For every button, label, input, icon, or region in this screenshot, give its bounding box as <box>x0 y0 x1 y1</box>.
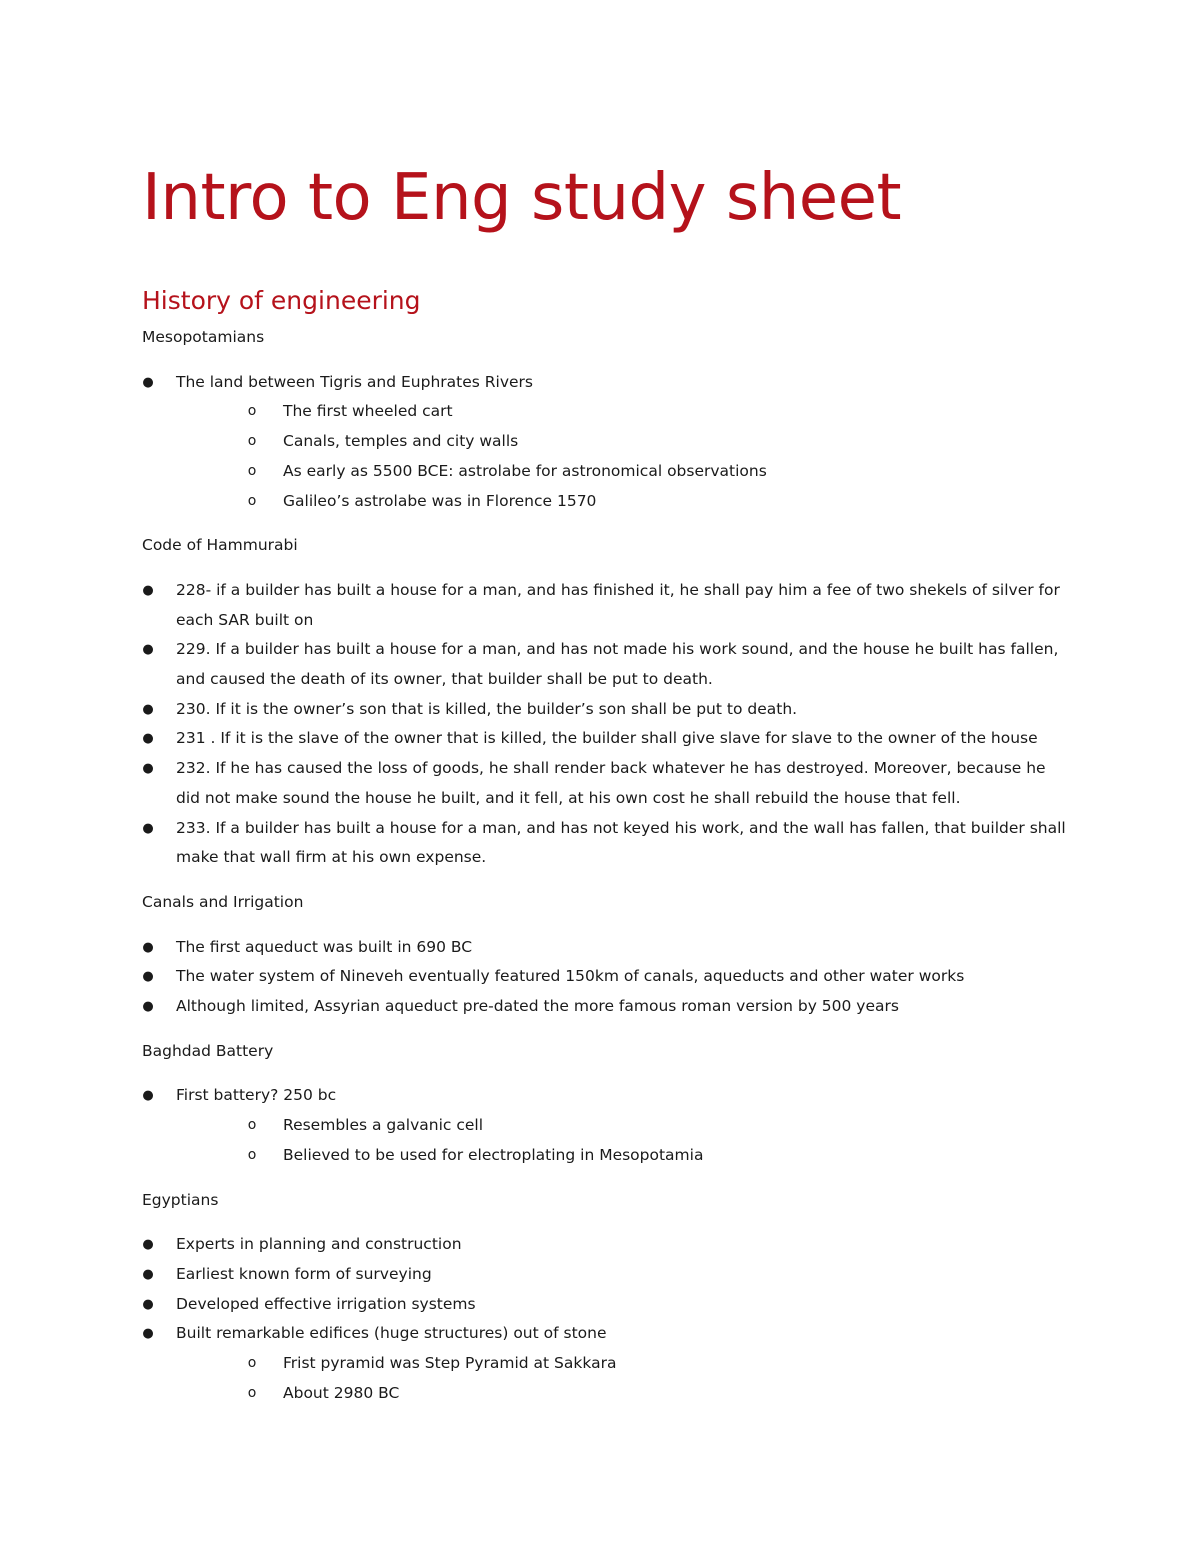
bullet-list <box>142 1081 1072 1170</box>
list-item-text: The land between Tigris and Euphrates Rivers <box>176 372 534 391</box>
subsection-label: Mesopotamians <box>142 328 265 346</box>
sub-bullet-icon: o <box>247 1384 257 1401</box>
sub-list-item-text: Canals, temples and city walls <box>283 432 519 451</box>
list-item <box>142 1081 1072 1111</box>
sub-list-item <box>142 1111 1072 1141</box>
subsection-label: Egyptians <box>142 1190 219 1209</box>
list-item <box>142 933 1072 963</box>
bullet-icon: ● <box>142 374 154 390</box>
list-item-text: 228- if a builder has built a house for a man, and has finished it, he shall pay him a fee of two shekels of silver for each SAR built on <box>176 580 1060 629</box>
bullet-icon: ● <box>142 939 154 955</box>
list-item-text: 230. If it is the owner’s son that is killed, the builder’s son shall be put to death. <box>176 699 798 718</box>
sub-bullet-list <box>142 1349 1072 1408</box>
bullet-icon: ● <box>142 701 154 717</box>
bullet-list <box>142 576 1072 873</box>
sub-list-item <box>142 1349 1072 1379</box>
list-item <box>142 1290 1072 1320</box>
list-item <box>142 635 1072 694</box>
sub-list-item-text: Galileo’s astrolabe was in Florence 1570 <box>283 491 597 510</box>
list-item <box>142 814 1072 873</box>
list-item-text: Built remarkable edifices (huge structures) out of stone <box>176 1324 607 1343</box>
sub-list-item-text: Frist pyramid was Step Pyramid at Sakkara <box>283 1354 617 1373</box>
sub-bullet-icon: o <box>247 462 257 479</box>
sub-bullet-icon: o <box>247 1355 257 1372</box>
list-item-text: The first aqueduct was built in 690 BC <box>176 937 473 956</box>
sub-bullet-icon: o <box>247 1117 257 1134</box>
bullet-list <box>142 368 1072 517</box>
bullet-icon: ● <box>142 1237 154 1253</box>
list-item <box>142 992 1072 1022</box>
bullet-icon: ● <box>142 820 154 836</box>
list-item-text: 233. If a builder has built a house for a man, and has not keyed his work, and the wall has fallen, that builder shall make that wall firm at his own expense. <box>176 818 1066 867</box>
list-item-text: 229. If a builder has built a house for a man, and has not made his work sound, and the house he built has fallen, and caused the death of its owner, that builder shall be put to death. <box>176 640 1059 689</box>
bullet-icon: ● <box>142 969 154 985</box>
sub-list-item <box>142 397 1072 427</box>
list-item <box>142 576 1072 635</box>
sub-list-container <box>142 1111 1072 1170</box>
list-item <box>142 754 1072 813</box>
sub-bullet-list <box>142 397 1072 516</box>
bullet-icon: ● <box>142 1088 154 1104</box>
bullet-icon: ● <box>142 642 154 658</box>
list-item-text: Experts in planning and construction <box>176 1235 462 1254</box>
sub-list-item-text: The first wheeled cart <box>283 402 453 421</box>
sub-bullet-icon: o <box>247 1146 257 1163</box>
bullet-icon: ● <box>142 999 154 1015</box>
sub-bullet-list <box>142 1111 1072 1170</box>
subsection-label: Baghdad Battery <box>142 1041 274 1060</box>
list-item <box>142 962 1072 992</box>
bullet-icon: ● <box>142 761 154 777</box>
bullet-icon: ● <box>142 1296 154 1312</box>
sub-list-item-text: About 2980 BC <box>283 1383 400 1402</box>
subsection-label: Code of Hammurabi <box>142 536 298 555</box>
section-heading: History of engineering <box>142 286 421 315</box>
list-item-text: 231 . If it is the slave of the owner that is killed, the builder shall give slave for slave to the owner of the house <box>176 729 1038 748</box>
list-item-text: Although limited, Assyrian aqueduct pre-dated the more famous roman version by 500 years <box>176 997 899 1016</box>
bullet-list <box>142 933 1072 1022</box>
list-item <box>142 1260 1072 1290</box>
sub-list-item <box>142 487 1072 517</box>
list-item-text: The water system of Nineveh eventually featured 150km of canals, aqueducts and other water works <box>176 967 965 986</box>
subsection-label: Canals and Irrigation <box>142 892 304 911</box>
bullet-icon: ● <box>142 1326 154 1342</box>
sub-list-item <box>142 1379 1072 1409</box>
sub-bullet-icon: o <box>247 403 257 420</box>
list-item-text: Developed effective irrigation systems <box>176 1294 476 1313</box>
bullet-icon: ● <box>142 582 154 598</box>
sub-bullet-icon: o <box>247 433 257 450</box>
sub-list-item-text: As early as 5500 BCE: astrolabe for astronomical observations <box>283 461 767 480</box>
sub-bullet-icon: o <box>247 492 257 509</box>
sub-list-item-text: Resembles a galvanic cell <box>283 1116 483 1135</box>
sub-list-item <box>142 1141 1072 1171</box>
bullet-list <box>142 1230 1072 1408</box>
sub-list-item <box>142 427 1072 457</box>
list-item-text: First battery? 250 bc <box>176 1086 337 1105</box>
document-title: Intro to Eng study sheet <box>142 161 902 235</box>
sub-list-item-text: Believed to be used for electroplating in Mesopotamia <box>283 1145 704 1164</box>
list-item-text: Earliest known form of surveying <box>176 1264 432 1283</box>
list-item <box>142 724 1072 754</box>
bullet-icon: ● <box>142 1266 154 1282</box>
sub-list-container <box>142 397 1072 516</box>
list-item-text: 232. If he has caused the loss of goods, he shall render back whatever he has destroyed. Moreover, because he did not make sound the house he built, and it fell, at his own cost he shall rebuild the house that fell. <box>176 759 1046 807</box>
bullet-icon: ● <box>142 731 154 747</box>
list-item <box>142 695 1072 725</box>
document-body <box>142 323 1072 1424</box>
sub-list-container <box>142 1349 1072 1408</box>
list-item <box>142 1230 1072 1260</box>
sub-list-item <box>142 457 1072 487</box>
list-item <box>142 368 1072 398</box>
list-item <box>142 1319 1072 1349</box>
